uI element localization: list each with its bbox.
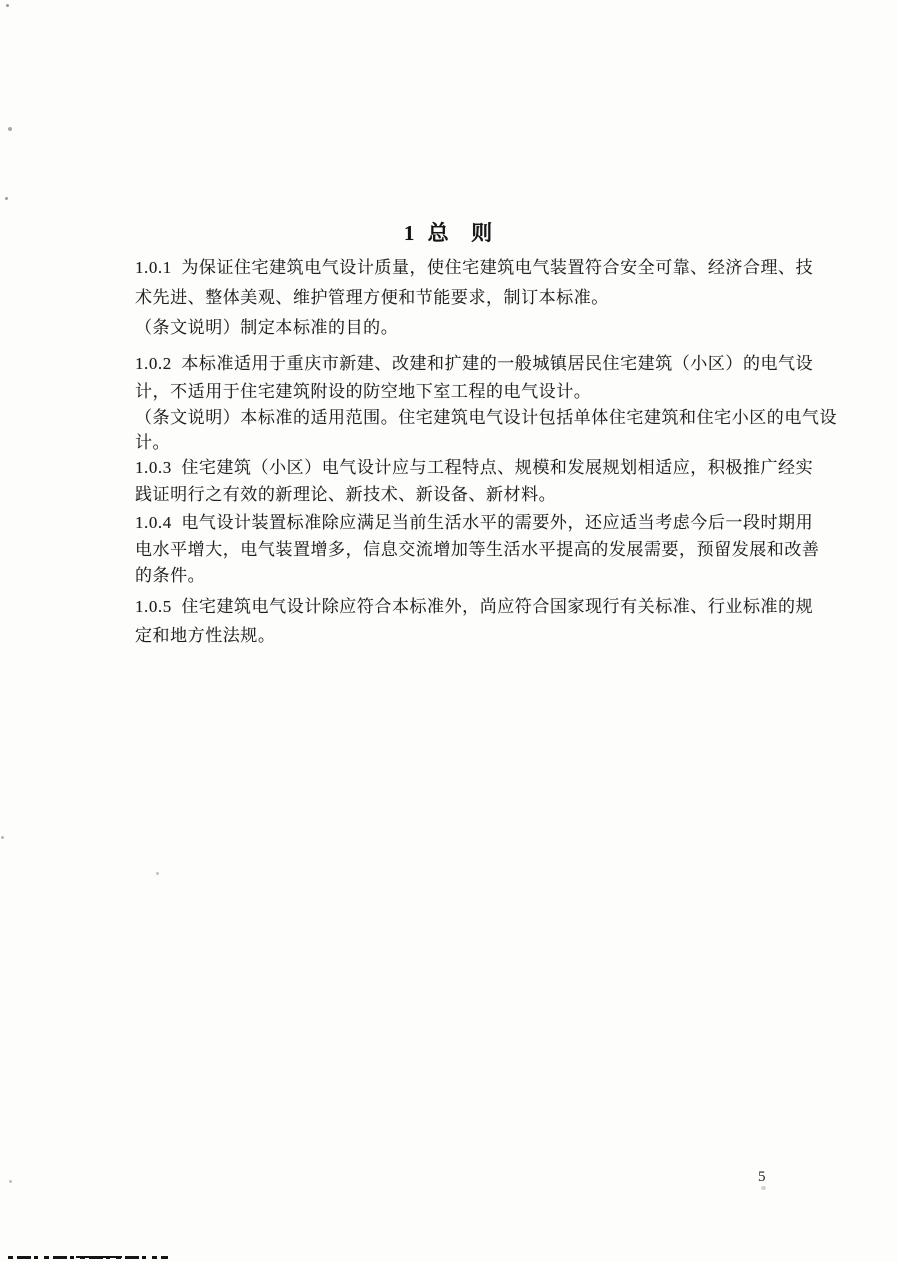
clause-1-0-4-line-3: 的条件。 xyxy=(135,566,206,585)
commentary-1-0-1: （条文说明）制定本标准的目的。 xyxy=(135,318,399,337)
commentary-1-0-2-line-1: （条文说明）本标准的适用范围。住宅建筑电气设计包括单体住宅建筑和住宅小区的电气设 xyxy=(135,408,837,427)
clause-1-0-1-line-2: 术先进、整体美观、维护管理方便和节能要求，制订本标准。 xyxy=(135,288,609,307)
page-number: 5 xyxy=(758,1169,766,1185)
chapter-title: 1 总 则 xyxy=(403,221,497,245)
clause-1-0-5-line-2: 定和地方性法规。 xyxy=(135,626,276,645)
clause-1-0-5-line-1: 1.0.5 住宅建筑电气设计除应符合本标准外，尚应符合国家现行有关标准、行业标准的规 xyxy=(135,597,814,616)
scanner-edge-artifact-dash xyxy=(76,1256,122,1258)
scan-speckle xyxy=(156,872,159,875)
scan-speckle xyxy=(1,836,4,839)
clause-1-0-1-line-1: 1.0.1 为保证住宅建筑电气设计质量，使住宅建筑电气装置符合安全可靠、经济合理、技 xyxy=(135,258,814,277)
commentary-1-0-2-line-2: 计。 xyxy=(135,433,171,452)
clause-1-0-2-line-2: 计，不适用于住宅建筑附设的防空地下室工程的电气设计。 xyxy=(135,382,592,401)
clause-1-0-3-line-2: 践证明行之有效的新理论、新技术、新设备、新材料。 xyxy=(135,485,557,504)
clause-1-0-4-line-1: 1.0.4 电气设计装置标准除应满足当前生活水平的需要外，还应适当考虑今后一段时期用 xyxy=(135,513,814,532)
scan-speckle xyxy=(9,1180,12,1183)
scan-speckle xyxy=(5,197,8,200)
scan-speckle xyxy=(6,4,9,7)
scanner-edge-artifact xyxy=(8,1256,168,1259)
scan-speckle xyxy=(8,127,12,131)
scan-speckle xyxy=(761,1186,766,1190)
clause-1-0-4-line-2: 电水平增大，电气装置增多，信息交流增加等生活水平提高的发展需要，预留发展和改善 xyxy=(135,540,820,559)
clause-1-0-3-line-1: 1.0.3 住宅建筑（小区）电气设计应与工程特点、规模和发展规划相适应，积极推广经实 xyxy=(135,458,814,477)
clause-1-0-2-line-1: 1.0.2 本标准适用于重庆市新建、改建和扩建的一般城镇居民住宅建筑（小区）的电气设 xyxy=(135,354,814,373)
